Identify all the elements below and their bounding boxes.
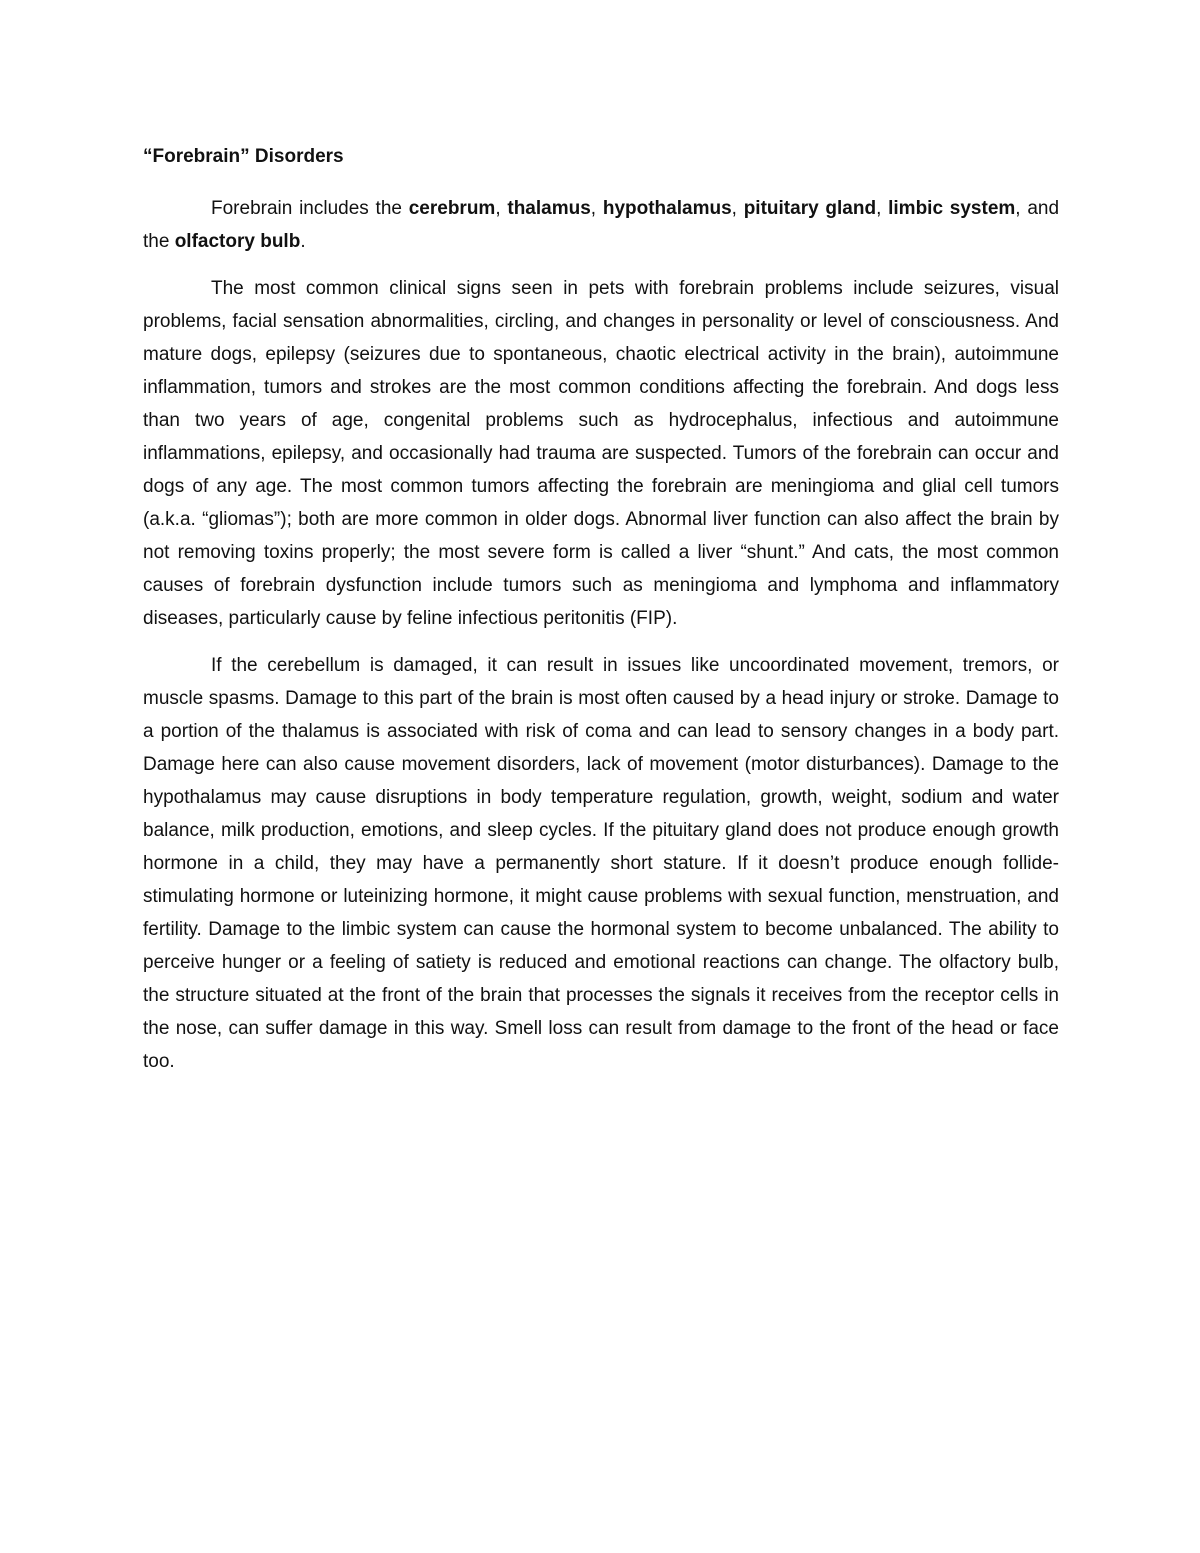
term-cerebrum: cerebrum [408, 198, 496, 219]
intro-text-3: , [590, 198, 603, 219]
term-thalamus: thalamus [507, 198, 591, 219]
intro-text-7: . [300, 231, 306, 252]
intro-text-1: Forebrain includes the [211, 198, 409, 219]
intro-text-6: , and the [143, 198, 1060, 252]
clinical-signs-paragraph: The most common clinical signs seen in pets with forebrain problems include seizures, visual problems, facial sensation abnormalities, circling, and changes in personality or level of consciousness. And mature dogs, epilepsy (seizures due to spontaneous, chaotic electrical activity in the brain), autoimmune inflammation, tumors and strokes are the most common conditions affecting the forebrain. And dogs less than two years of age, congenital problems such as hydrocephalus, infectious and autoimmune inflammations, epilepsy, and occasionally had trauma are suspected. Tumors of the forebrain can occur and dogs of any age. The most common tumors affecting the forebrain are meningioma and glial cell tumors (a.k.a. “gliomas”); both are more common in older dogs. Abnormal liver function can also affect the brain by not removing toxins properly; the most severe form is called a liver “shunt.” And cats, the most common causes of forebrain dysfunction include tumors such as meningioma and lymphoma and inflammatory diseases, particularly cause by feline infectious peritonitis (FIP). [143, 278, 1059, 629]
damage-effects-paragraph: If the cerebellum is damaged, it can result in issues like uncoordinated movement, tremors, or muscle spasms. Damage to this part of the brain is most often caused by a head injury or stroke. Damage to a portion of the thalamus is associated with risk of coma and can lead to sensory changes in a body part. Damage here can also cause movement disorders, lack of movement (motor disturbances). Damage to the hypothalamus may cause disruptions in body temperature regulation, growth, weight, sodium and water balance, milk production, emotions, and sleep cycles. If the pituitary gland does not produce enough growth hormone in a child, they may have a permanently short stature. If it doesn’t produce enough follide-stimulating hormone or luteinizing hormone, it might cause problems with sexual function, menstruation, and fertility. Damage to the limbic system can cause the hormonal system to become unbalanced. The ability to perceive hunger or a feeling of satiety is reduced and emotional reactions can change. The olfactory bulb, the structure situated at the front of the brain that processes the signals it receives from the receptor cells in the nose, can suffer damage in this way. Smell loss can result from damage to the front of the head or face too. [143, 655, 1059, 1072]
term-hypothalamus: hypothalamus [602, 198, 732, 219]
intro-paragraph [143, 192, 1059, 258]
document-page [143, 140, 1059, 1092]
term-pituitary-gland: pituitary gland [743, 198, 877, 219]
term-olfactory-bulb: olfactory bulb [174, 231, 301, 252]
intro-text-2: , [495, 198, 508, 219]
intro-text-4: , [731, 198, 744, 219]
document-title: “Forebrain” Disorders [143, 146, 344, 167]
term-limbic-system: limbic system [888, 198, 1016, 219]
intro-text-5: , [876, 198, 889, 219]
